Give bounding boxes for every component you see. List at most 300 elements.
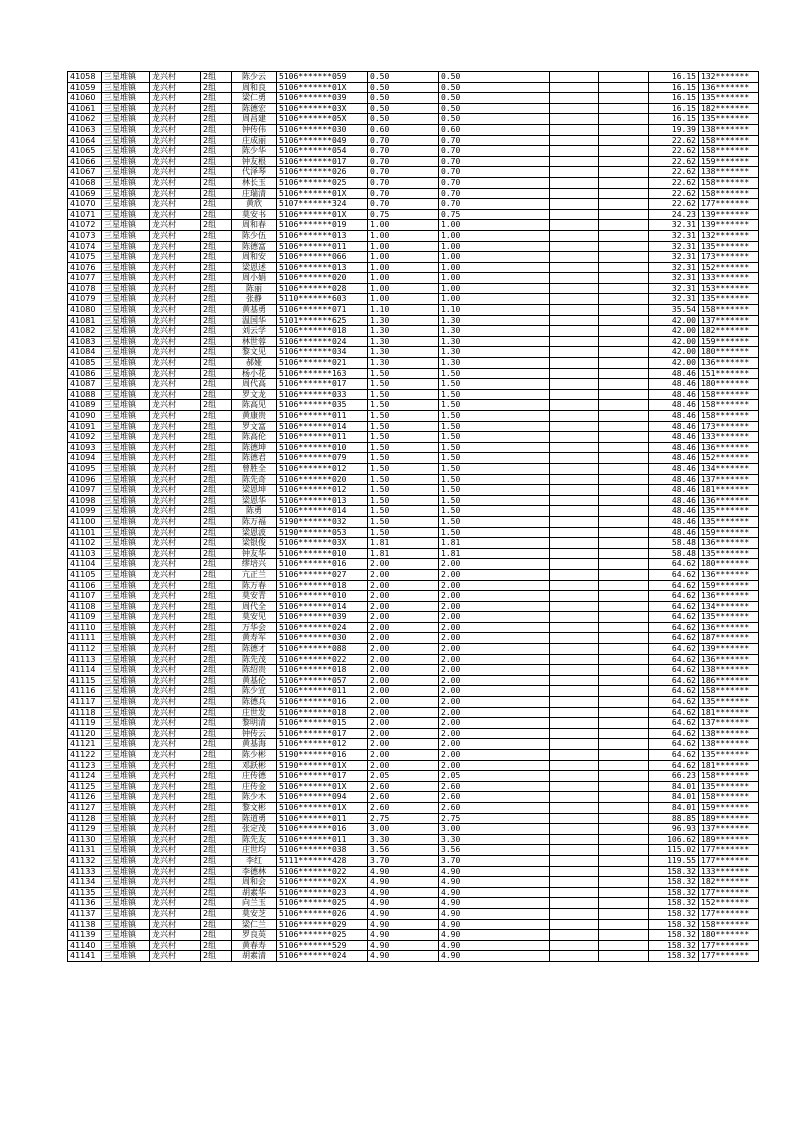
id-number: 5110*******603 xyxy=(277,294,368,305)
village: 龙兴村 xyxy=(150,156,201,167)
blank-cell xyxy=(550,591,599,602)
table-row xyxy=(68,103,759,114)
town: 三星堆镇 xyxy=(102,686,150,697)
id-number: 5106*******026 xyxy=(277,167,368,178)
person-name: 周小娟 xyxy=(232,273,277,284)
row-number: 41117 xyxy=(68,697,102,708)
person-name: 梁恩华 xyxy=(232,495,277,506)
table-row xyxy=(68,527,759,538)
group: 2组 xyxy=(201,432,232,443)
area-b: 0.50 xyxy=(439,82,550,93)
person-name: 黎明清 xyxy=(232,718,277,729)
area-b: 1.30 xyxy=(439,336,550,347)
amount: 96.93 xyxy=(649,824,699,835)
town: 三星堆镇 xyxy=(102,252,150,263)
town: 三星堆镇 xyxy=(102,72,150,83)
person-name: 庄世发 xyxy=(232,707,277,718)
blank-cell xyxy=(550,802,599,813)
person-name: 庄传金 xyxy=(232,781,277,792)
area-b: 2.00 xyxy=(439,569,550,580)
group: 2组 xyxy=(201,951,232,962)
area-a: 1.50 xyxy=(368,379,439,390)
row-number: 41102 xyxy=(68,538,102,549)
row-number: 41118 xyxy=(68,707,102,718)
row-number: 41122 xyxy=(68,750,102,761)
phone: 135******* xyxy=(699,114,759,125)
row-number: 41076 xyxy=(68,262,102,273)
amount: 115.02 xyxy=(649,845,699,856)
area-a: 4.90 xyxy=(368,940,439,951)
town: 三星堆镇 xyxy=(102,294,150,305)
town: 三星堆镇 xyxy=(102,675,150,686)
village: 龙兴村 xyxy=(150,273,201,284)
person-name: 林世蓉 xyxy=(232,336,277,347)
id-number: 5106*******017 xyxy=(277,379,368,390)
group: 2组 xyxy=(201,940,232,951)
area-a: 1.00 xyxy=(368,230,439,241)
blank-cell xyxy=(599,771,649,782)
phone: 136******* xyxy=(699,358,759,369)
village: 龙兴村 xyxy=(150,389,201,400)
town: 三星堆镇 xyxy=(102,273,150,284)
group: 2组 xyxy=(201,538,232,549)
blank-cell xyxy=(550,474,599,485)
blank-cell xyxy=(550,845,599,856)
village: 龙兴村 xyxy=(150,527,201,538)
blank-cell xyxy=(550,167,599,178)
person-name: 陈德兵 xyxy=(232,697,277,708)
person-name: 庄瑞清 xyxy=(232,188,277,199)
amount: 64.62 xyxy=(649,697,699,708)
village: 龙兴村 xyxy=(150,294,201,305)
blank-cell xyxy=(550,887,599,898)
village: 龙兴村 xyxy=(150,591,201,602)
table-row xyxy=(68,93,759,104)
village: 龙兴村 xyxy=(150,538,201,549)
phone: 186******* xyxy=(699,675,759,686)
person-name: 陈德坤 xyxy=(232,442,277,453)
id-number: 5106*******020 xyxy=(277,474,368,485)
blank-cell xyxy=(550,368,599,379)
person-name: 梁仁勇 xyxy=(232,93,277,104)
village: 龙兴村 xyxy=(150,908,201,919)
village: 龙兴村 xyxy=(150,845,201,856)
area-a: 0.70 xyxy=(368,135,439,146)
town: 三星堆镇 xyxy=(102,262,150,273)
id-number: 5106*******013 xyxy=(277,495,368,506)
area-b: 2.00 xyxy=(439,644,550,655)
town: 三星堆镇 xyxy=(102,665,150,676)
person-name: 李红 xyxy=(232,855,277,866)
table-row xyxy=(68,728,759,739)
blank-cell xyxy=(599,114,649,125)
village: 龙兴村 xyxy=(150,103,201,114)
area-a: 1.50 xyxy=(368,400,439,411)
village: 龙兴村 xyxy=(150,241,201,252)
table-row xyxy=(68,675,759,686)
group: 2组 xyxy=(201,305,232,316)
amount: 16.15 xyxy=(649,103,699,114)
amount: 42.00 xyxy=(649,358,699,369)
amount: 48.46 xyxy=(649,389,699,400)
id-number: 5106*******01X xyxy=(277,781,368,792)
table-row xyxy=(68,940,759,951)
table-row xyxy=(68,220,759,231)
group: 2组 xyxy=(201,908,232,919)
area-b: 1.00 xyxy=(439,241,550,252)
person-name: 陈德宏 xyxy=(232,103,277,114)
area-a: 0.70 xyxy=(368,156,439,167)
blank-cell xyxy=(550,305,599,316)
table-row xyxy=(68,241,759,252)
table-row xyxy=(68,442,759,453)
group: 2组 xyxy=(201,675,232,686)
blank-cell xyxy=(550,792,599,803)
group: 2组 xyxy=(201,824,232,835)
blank-cell xyxy=(599,824,649,835)
row-number: 41129 xyxy=(68,824,102,835)
row-number: 41134 xyxy=(68,877,102,888)
table-row xyxy=(68,707,759,718)
area-a: 0.70 xyxy=(368,199,439,210)
area-b: 2.60 xyxy=(439,781,550,792)
blank-cell xyxy=(550,442,599,453)
area-a: 2.00 xyxy=(368,750,439,761)
amount: 48.46 xyxy=(649,432,699,443)
table-row xyxy=(68,336,759,347)
phone: 158******* xyxy=(699,305,759,316)
group: 2组 xyxy=(201,347,232,358)
group: 2组 xyxy=(201,103,232,114)
area-a: 1.30 xyxy=(368,315,439,326)
blank-cell xyxy=(550,283,599,294)
table-row xyxy=(68,908,759,919)
blank-cell xyxy=(550,188,599,199)
person-name: 杨小花 xyxy=(232,368,277,379)
id-number: 5106*******022 xyxy=(277,654,368,665)
table-row xyxy=(68,485,759,496)
amount: 64.62 xyxy=(649,686,699,697)
village: 龙兴村 xyxy=(150,654,201,665)
person-name: 莫安青 xyxy=(232,591,277,602)
person-name: 陈少彬 xyxy=(232,750,277,761)
table-row xyxy=(68,368,759,379)
row-number: 41091 xyxy=(68,421,102,432)
town: 三星堆镇 xyxy=(102,103,150,114)
amount: 64.62 xyxy=(649,569,699,580)
id-number: 5101*******625 xyxy=(277,315,368,326)
blank-cell xyxy=(599,739,649,750)
area-b: 2.00 xyxy=(439,739,550,750)
id-number: 5106*******039 xyxy=(277,612,368,623)
village: 龙兴村 xyxy=(150,665,201,676)
area-a: 1.50 xyxy=(368,411,439,422)
area-b: 2.00 xyxy=(439,750,550,761)
id-number: 5106*******011 xyxy=(277,686,368,697)
amount: 48.46 xyxy=(649,485,699,496)
area-a: 1.30 xyxy=(368,347,439,358)
village: 龙兴村 xyxy=(150,930,201,941)
blank-cell xyxy=(599,506,649,517)
amount: 48.46 xyxy=(649,474,699,485)
amount: 64.62 xyxy=(649,760,699,771)
area-b: 1.00 xyxy=(439,294,550,305)
area-a: 1.50 xyxy=(368,474,439,485)
table-row xyxy=(68,230,759,241)
area-b: 2.00 xyxy=(439,580,550,591)
blank-cell xyxy=(599,675,649,686)
area-b: 1.50 xyxy=(439,485,550,496)
person-name: 罗良英 xyxy=(232,930,277,941)
phone: 159******* xyxy=(699,336,759,347)
area-a: 3.30 xyxy=(368,834,439,845)
phone: 135******* xyxy=(699,294,759,305)
person-name: 曾胜全 xyxy=(232,463,277,474)
table-row xyxy=(68,750,759,761)
group: 2组 xyxy=(201,580,232,591)
phone: 138******* xyxy=(699,124,759,135)
amount: 84.01 xyxy=(649,802,699,813)
village: 龙兴村 xyxy=(150,230,201,241)
town: 三星堆镇 xyxy=(102,347,150,358)
blank-cell xyxy=(550,347,599,358)
village: 龙兴村 xyxy=(150,919,201,930)
group: 2组 xyxy=(201,124,232,135)
village: 龙兴村 xyxy=(150,612,201,623)
village: 龙兴村 xyxy=(150,315,201,326)
amount: 32.31 xyxy=(649,230,699,241)
id-number: 5106*******025 xyxy=(277,898,368,909)
phone: 177******* xyxy=(699,887,759,898)
village: 龙兴村 xyxy=(150,93,201,104)
table-row xyxy=(68,824,759,835)
person-name: 陈道勇 xyxy=(232,813,277,824)
group: 2组 xyxy=(201,898,232,909)
area-b: 2.00 xyxy=(439,760,550,771)
row-number: 41086 xyxy=(68,368,102,379)
row-number: 41090 xyxy=(68,411,102,422)
id-number: 5106*******057 xyxy=(277,675,368,686)
id-number: 5106*******039 xyxy=(277,93,368,104)
town: 三星堆镇 xyxy=(102,951,150,962)
village: 龙兴村 xyxy=(150,580,201,591)
area-b: 4.90 xyxy=(439,866,550,877)
table-row xyxy=(68,379,759,390)
table-row xyxy=(68,188,759,199)
town: 三星堆镇 xyxy=(102,739,150,750)
area-a: 2.00 xyxy=(368,654,439,665)
blank-cell xyxy=(599,220,649,231)
id-number: 5106*******02X xyxy=(277,877,368,888)
phone: 158******* xyxy=(699,792,759,803)
table-row xyxy=(68,548,759,559)
id-number: 5106*******022 xyxy=(277,866,368,877)
area-b: 1.81 xyxy=(439,538,550,549)
blank-cell xyxy=(599,389,649,400)
id-number: 5190*******053 xyxy=(277,527,368,538)
blank-cell xyxy=(550,506,599,517)
row-number: 41127 xyxy=(68,802,102,813)
phone: 158******* xyxy=(699,919,759,930)
town: 三星堆镇 xyxy=(102,622,150,633)
village: 龙兴村 xyxy=(150,336,201,347)
blank-cell xyxy=(550,389,599,400)
person-name: 陈少宣 xyxy=(232,686,277,697)
blank-cell xyxy=(550,495,599,506)
table-row xyxy=(68,834,759,845)
blank-cell xyxy=(599,146,649,157)
person-name: 陈少云 xyxy=(232,72,277,83)
table-row xyxy=(68,135,759,146)
village: 龙兴村 xyxy=(150,305,201,316)
group: 2组 xyxy=(201,368,232,379)
area-a: 4.90 xyxy=(368,887,439,898)
phone: 158******* xyxy=(699,771,759,782)
id-number: 5106*******088 xyxy=(277,644,368,655)
blank-cell xyxy=(599,781,649,792)
group: 2组 xyxy=(201,569,232,580)
row-number: 41097 xyxy=(68,485,102,496)
village: 龙兴村 xyxy=(150,866,201,877)
town: 三星堆镇 xyxy=(102,453,150,464)
row-number: 41069 xyxy=(68,188,102,199)
person-name: 莫安书 xyxy=(232,209,277,220)
area-b: 1.50 xyxy=(439,516,550,527)
group: 2组 xyxy=(201,866,232,877)
id-number: 5106*******010 xyxy=(277,548,368,559)
person-name: 周和会 xyxy=(232,877,277,888)
area-a: 1.30 xyxy=(368,336,439,347)
village: 龙兴村 xyxy=(150,548,201,559)
group: 2组 xyxy=(201,241,232,252)
phone: 133******* xyxy=(699,866,759,877)
area-a: 0.50 xyxy=(368,72,439,83)
row-number: 41115 xyxy=(68,675,102,686)
area-b: 1.50 xyxy=(439,506,550,517)
person-name: 张静 xyxy=(232,294,277,305)
person-name: 陈少木 xyxy=(232,792,277,803)
group: 2组 xyxy=(201,485,232,496)
group: 2组 xyxy=(201,421,232,432)
blank-cell xyxy=(550,760,599,771)
blank-cell xyxy=(550,569,599,580)
amount: 158.32 xyxy=(649,930,699,941)
row-number: 41063 xyxy=(68,124,102,135)
town: 三星堆镇 xyxy=(102,728,150,739)
amount: 42.00 xyxy=(649,347,699,358)
village: 龙兴村 xyxy=(150,379,201,390)
town: 三星堆镇 xyxy=(102,591,150,602)
area-a: 0.70 xyxy=(368,146,439,157)
area-a: 4.90 xyxy=(368,930,439,941)
blank-cell xyxy=(599,315,649,326)
amount: 48.46 xyxy=(649,411,699,422)
blank-cell xyxy=(599,697,649,708)
group: 2组 xyxy=(201,411,232,422)
area-a: 0.60 xyxy=(368,124,439,135)
id-number: 5106*******015 xyxy=(277,718,368,729)
table-row xyxy=(68,400,759,411)
group: 2组 xyxy=(201,771,232,782)
town: 三星堆镇 xyxy=(102,697,150,708)
area-a: 2.60 xyxy=(368,781,439,792)
person-name: 黄基勇 xyxy=(232,305,277,316)
area-a: 1.00 xyxy=(368,241,439,252)
village: 龙兴村 xyxy=(150,644,201,655)
id-number: 5106*******011 xyxy=(277,834,368,845)
group: 2组 xyxy=(201,273,232,284)
row-number: 41074 xyxy=(68,241,102,252)
group: 2组 xyxy=(201,82,232,93)
area-b: 1.30 xyxy=(439,347,550,358)
blank-cell xyxy=(599,633,649,644)
amount: 16.15 xyxy=(649,82,699,93)
amount: 64.62 xyxy=(649,665,699,676)
area-b: 1.00 xyxy=(439,230,550,241)
phone: 159******* xyxy=(699,527,759,538)
blank-cell xyxy=(599,485,649,496)
area-a: 1.81 xyxy=(368,548,439,559)
amount: 32.31 xyxy=(649,220,699,231)
village: 龙兴村 xyxy=(150,601,201,612)
person-name: 梁仁兰 xyxy=(232,919,277,930)
blank-cell xyxy=(550,718,599,729)
id-number: 5106*******024 xyxy=(277,622,368,633)
area-a: 4.90 xyxy=(368,951,439,962)
blank-cell xyxy=(599,707,649,718)
group: 2组 xyxy=(201,591,232,602)
area-b: 1.00 xyxy=(439,283,550,294)
area-a: 2.60 xyxy=(368,792,439,803)
blank-cell xyxy=(599,622,649,633)
area-b: 2.00 xyxy=(439,718,550,729)
village: 龙兴村 xyxy=(150,697,201,708)
amount: 88.85 xyxy=(649,813,699,824)
group: 2组 xyxy=(201,697,232,708)
row-number: 41116 xyxy=(68,686,102,697)
village: 龙兴村 xyxy=(150,781,201,792)
phone: 139******* xyxy=(699,644,759,655)
table-row xyxy=(68,347,759,358)
table-row xyxy=(68,845,759,856)
person-name: 庄世均 xyxy=(232,845,277,856)
area-b: 1.30 xyxy=(439,326,550,337)
amount: 58.48 xyxy=(649,538,699,549)
row-number: 41064 xyxy=(68,135,102,146)
blank-cell xyxy=(550,220,599,231)
id-number: 5106*******021 xyxy=(277,358,368,369)
person-name: 梁银俊 xyxy=(232,538,277,549)
area-a: 2.00 xyxy=(368,569,439,580)
row-number: 41103 xyxy=(68,548,102,559)
blank-cell xyxy=(599,305,649,316)
amount: 58.48 xyxy=(649,548,699,559)
row-number: 41110 xyxy=(68,622,102,633)
area-b: 2.00 xyxy=(439,559,550,570)
amount: 64.62 xyxy=(649,633,699,644)
amount: 48.46 xyxy=(649,453,699,464)
blank-cell xyxy=(599,951,649,962)
area-a: 2.00 xyxy=(368,728,439,739)
area-b: 4.90 xyxy=(439,877,550,888)
id-number: 5106*******011 xyxy=(277,411,368,422)
blank-cell xyxy=(550,177,599,188)
group: 2组 xyxy=(201,389,232,400)
amount: 32.31 xyxy=(649,241,699,252)
blank-cell xyxy=(599,612,649,623)
id-number: 5106*******027 xyxy=(277,569,368,580)
amount: 48.46 xyxy=(649,442,699,453)
